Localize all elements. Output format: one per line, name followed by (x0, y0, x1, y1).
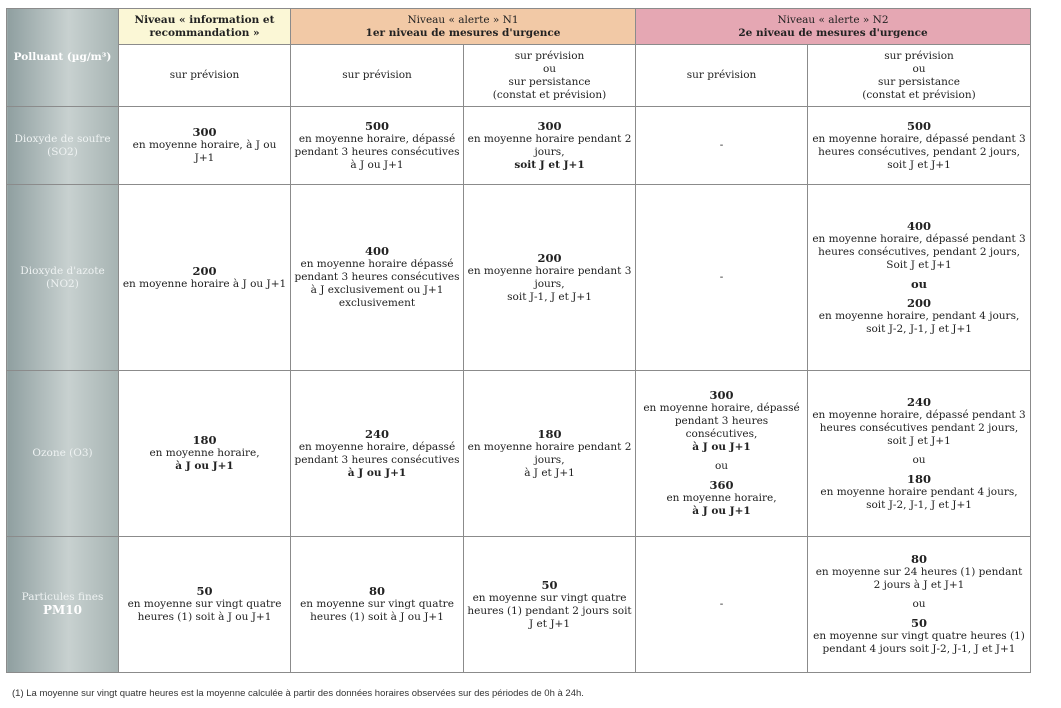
cell-no2-n2-prevision (636, 185, 808, 371)
n1-level-title: Niveau « alerte » N1 (407, 13, 519, 26)
or-separator: ou (912, 598, 926, 610)
constat-label: (constat et prévision) (492, 88, 607, 101)
pollutant-formula: PM10 (42, 603, 82, 617)
threshold-text: en moyenne sur vingt quatre heures (1) pendant 4 jours soit J-2, J-1, J et J+1 (813, 630, 1025, 655)
info-prevision-header (119, 45, 291, 107)
cell-pm10-info (119, 537, 291, 673)
cell-o3-n2-persistance (808, 371, 1031, 537)
n1-persistance-header (464, 45, 636, 107)
footnote: (1) La moyenne sur vingt quatre heures est la moyenne calculée à partir des données horaires observées sur des périodes de 0h à 24h. (12, 688, 584, 699)
n2-level-title: Niveau « alerte » N2 (777, 13, 889, 26)
threshold-value: 80 (368, 584, 385, 598)
threshold-days: soit J et J+1 (514, 158, 585, 171)
threshold-days: à J ou J+1 (692, 441, 751, 453)
threshold-days: soit J-1, J et J+1 (507, 290, 592, 303)
cell-no2-n2-persistance (808, 185, 1031, 371)
polluant-header (7, 9, 119, 107)
cell-pm10-n1-prevision (291, 537, 464, 673)
prevision-label: sur prévision (169, 69, 240, 81)
threshold-text: en moyenne horaire à J ou J+1 (122, 277, 287, 290)
cell-o3-n2-prevision (636, 371, 808, 537)
empty-dash: - (719, 139, 724, 151)
threshold-text: en moyenne horaire, dépassé pendant 3 heures consécutives, pendant 2 jours, soit J et J+1 (812, 132, 1026, 171)
threshold-value: 400 (907, 218, 932, 233)
threshold-value: 200 (192, 263, 217, 278)
threshold-days: à J ou J+1 (347, 466, 407, 479)
cell-o3-n1-prevision (291, 371, 464, 537)
pollutant-name: Dioxyde d'azote (20, 264, 105, 277)
persistance-label: sur persistance (508, 75, 591, 88)
prevision-label: sur prévision (342, 69, 412, 81)
threshold-value: 50 (541, 577, 558, 592)
threshold-text: en moyenne horaire, dépassé pendant 3 heures consécutives à J ou J+1 (294, 132, 460, 171)
threshold-text: en moyenne horaire dépassé pendant 3 heures consécutives à J exclusivement ou J+1 exclusivement (294, 258, 460, 309)
threshold-value: 240 (907, 394, 932, 409)
threshold-days: à J ou J+1 (175, 460, 234, 472)
threshold-value: 500 (907, 118, 932, 133)
cell-so2-n1-prevision (291, 107, 464, 185)
or-separator: ou (912, 453, 926, 466)
threshold-text: en moyenne horaire, pendant 4 jours, soit J-2, J-1, J et J+1 (818, 309, 1020, 335)
cell-pm10-n1-persistance (464, 537, 636, 673)
threshold-value: 50 (196, 584, 213, 598)
pollutant-formula: (SO2) (47, 145, 78, 158)
threshold-text: en moyenne sur vingt quatre heures (1) soit à J ou J+1 (300, 598, 454, 623)
threshold-text: en moyenne sur vingt quatre heures (1) pendant 2 jours soit J et J+1 (467, 591, 632, 630)
n1-prevision-header (291, 45, 464, 107)
header-row-levels (7, 9, 1031, 45)
cell-no2-n1-prevision (291, 185, 464, 371)
pollutant-cell-o3 (7, 371, 119, 537)
n2-level-header (636, 9, 1031, 45)
threshold-value: 180 (192, 433, 217, 447)
threshold-text: en moyenne sur 24 heures (1) pendant 2 jours à J et J+1 (815, 566, 1023, 591)
cell-o3-info (119, 371, 291, 537)
n1-level-subtitle: 1er niveau de mesures d'urgence (365, 26, 561, 39)
table-row-no2 (7, 185, 1031, 371)
cell-so2-n2-persistance (808, 107, 1031, 185)
prevision-label: sur prévision (686, 69, 757, 81)
threshold-days: à J et J+1 (524, 466, 575, 479)
empty-dash: - (719, 598, 724, 610)
cell-so2-n2-prevision (636, 107, 808, 185)
pollutant-cell-so2 (7, 107, 119, 185)
threshold-value: 180 (907, 471, 932, 486)
n2-level-subtitle: 2e niveau de mesures d'urgence (738, 26, 928, 39)
prevision-label: sur prévision (884, 49, 954, 62)
threshold-value: 200 (537, 250, 562, 265)
or-separator: ou (911, 276, 928, 291)
threshold-value: 200 (907, 295, 932, 310)
cell-o3-n1-persistance (464, 371, 636, 537)
pollutant-formula: (NO2) (46, 277, 79, 290)
or-separator: ou (714, 460, 729, 472)
polluant-label: Polluant (µg/m³) (13, 51, 112, 63)
threshold-text: en moyenne horaire, dépassé pendant 3 heures consécutives (294, 440, 460, 466)
cell-so2-info (119, 107, 291, 185)
threshold-value: 300 (709, 388, 734, 402)
table-row-pm10 (7, 537, 1031, 673)
cell-so2-n1-persistance (464, 107, 636, 185)
cell-pm10-n2-persistance (808, 537, 1031, 673)
persistance-label: sur persistance (878, 75, 960, 88)
threshold-text: en moyenne horaire, (149, 447, 260, 459)
empty-dash: - (719, 271, 724, 283)
threshold-value: 500 (364, 118, 389, 133)
threshold-text: en moyenne horaire pendant 3 jours, (467, 264, 632, 290)
threshold-value: 80 (911, 552, 928, 566)
prevision-label: sur prévision (514, 49, 585, 62)
constat-label: (constat et prévision) (862, 88, 976, 101)
cell-pm10-n2-prevision (636, 537, 808, 673)
pollutant-name: Dioxyde de soufre (14, 132, 111, 145)
n2-persistance-header (808, 45, 1031, 107)
threshold-value: 360 (709, 478, 734, 492)
threshold-text: en moyenne horaire, dépassé pendant 3 heures consécutives pendant 2 jours, soit J et J+1 (812, 408, 1026, 447)
ou-label: ou (912, 62, 926, 75)
threshold-value: 300 (192, 125, 217, 139)
threshold-text: en moyenne horaire, dépassé pendant 3 heures consécutives, (643, 402, 800, 440)
threshold-text: en moyenne horaire, (666, 492, 777, 504)
threshold-text: en moyenne horaire, à J ou J+1 (132, 139, 277, 164)
cell-no2-n1-persistance (464, 185, 636, 371)
threshold-value: 180 (537, 426, 562, 441)
pollutant-cell-pm10 (7, 537, 119, 673)
ou-label: ou (542, 62, 557, 75)
pollutant-cell-no2 (7, 185, 119, 371)
threshold-days: à J ou J+1 (692, 505, 751, 517)
threshold-value: 50 (911, 616, 928, 630)
threshold-text: en moyenne horaire pendant 2 jours, (467, 440, 632, 466)
pollutant-name: Ozone (O3) (32, 447, 93, 459)
table-row-o3 (7, 371, 1031, 537)
cell-no2-info (119, 185, 291, 371)
threshold-text: en moyenne sur vingt quatre heures (1) soit à J ou J+1 (127, 598, 282, 623)
header-row-modes (7, 45, 1031, 107)
info-level-header (119, 9, 291, 45)
table-row-so2 (7, 107, 1031, 185)
threshold-value: 240 (364, 426, 389, 441)
threshold-value: 400 (364, 244, 389, 258)
threshold-text: en moyenne horaire pendant 2 jours, (467, 132, 632, 158)
threshold-value: 300 (537, 118, 562, 133)
pollutant-name: Particules fines (21, 591, 104, 603)
alert-thresholds-table (6, 8, 1031, 673)
threshold-text: en moyenne horaire pendant 4 jours, soit J-2, J-1, J et J+1 (820, 485, 1018, 511)
threshold-text: en moyenne horaire, dépassé pendant 3 heures consécutives, pendant 2 jours, Soit J et J+1 (812, 232, 1026, 271)
n2-prevision-header (636, 45, 808, 107)
info-level-title: Niveau « information et recommandation » (134, 13, 275, 39)
n1-level-header (291, 9, 636, 45)
